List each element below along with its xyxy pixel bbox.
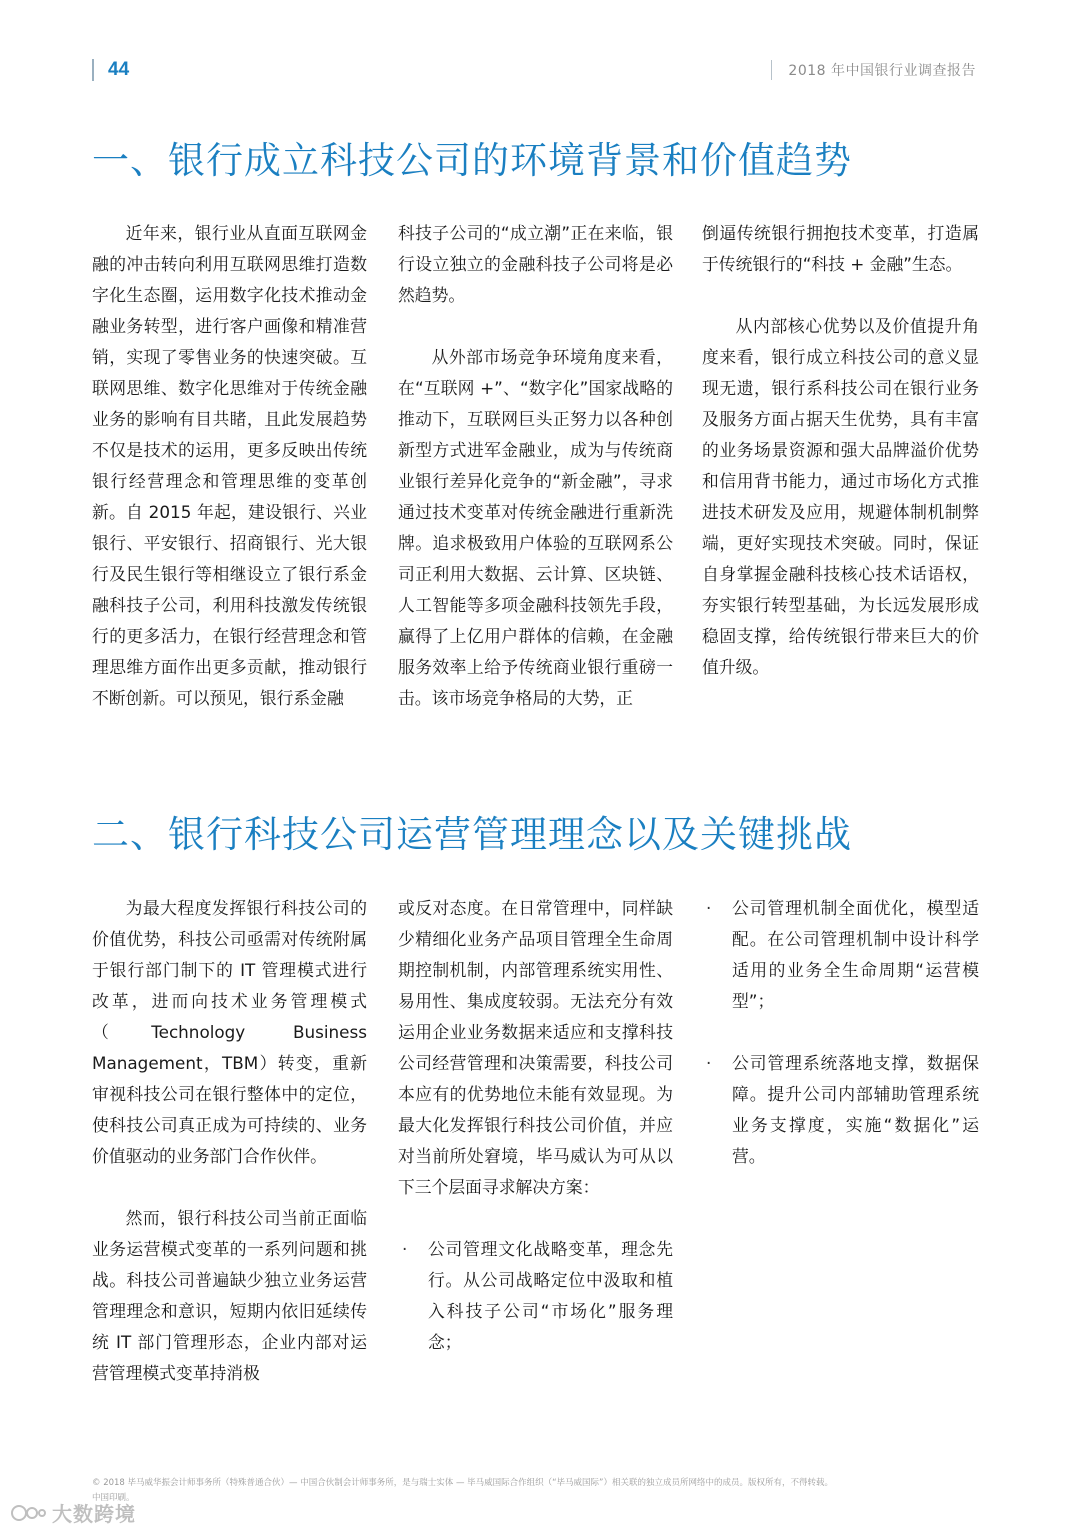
footer-legal-text: © 2018 毕马威华振会计师事务所（特殊普通合伙）— 中国合伙制会计师事务所，是与瑞士实体 — 毕马威国际合作组织（“毕马威国际”）相关联的独立成员所网络中的成员。版权所有，不得转载。 [92,1478,833,1488]
watermark-logo-icon [10,1502,48,1524]
list-item [702,1048,979,1172]
paragraph: 为最大程度发挥银行科技公司的价值优势，科技公司亟需对传统附属于银行部门制下的 IT 管理模式进行改革，进而向技术业务管理模式（Technology Business Management，TBM）转变，重新审视科技公司在银行整体中的定位，使科技公司真正成为可持续的、业务价值驱动的业务部门合作伙伴。 [92,898,367,1166]
section-2-title: 二、银行科技公司运营管理理念以及关键挑战 [92,813,852,856]
list-item-text: 公司管理系统落地支撑，数据保障。提升公司内部辅助管理系统业务支撑度，实施“数据化”运营。 [732,1053,979,1166]
paragraph: 科技子公司的“成立潮”正在来临，银行设立独立的金融科技子公司将是必然趋势。 [398,223,673,305]
bullet-icon: · [706,898,712,918]
list-item [702,893,979,1017]
page-number: 44 [108,59,130,80]
report-title: 2018 年中国银行业调查报告 [788,63,976,79]
section-1-column-3 [702,218,979,683]
paragraph: 或反对态度。在日常管理中，同样缺少精细化业务产品项目管理全生命周期控制机制，内部管理系统实用性、易用性、集成度较弱。无法充分有效运用企业业务数据来适应和支撑科技公司经营管理和决策需要，科技公司本应有的优势地位未能有效显现。为最大化发挥银行科技公司价值，并应对当前所处窘境，毕马威认为可从以下三个层面寻求解决方案： [398,898,673,1197]
section-2-column-2 [398,893,673,1389]
paragraph: 近年来，银行业从直面互联网金融的冲击转向利用互联网思维打造数字化生态圈，运用数字化技术推动金融业务转型，进行客户画像和精准营销，实现了零售业务的快速突破。互联网思维、数字化思维对于传统金融业务的影响有目共睹，且此发展趋势不仅是技术的运用，更多反映出传统银行经营理念和管理思维的变革创新。自 2015 年起，建设银行、兴业银行、平安银行、招商银行、光大银行及民生银行等相继设立了银行系金融科技子公司，利用科技激发传统银行的更多活力，在银行经营理念和管理思维方面作出更多贡献，推动银行不断创新。可以预见，银行系金融 [92,223,367,708]
list-item [398,1234,673,1358]
bullet-icon: · [706,1053,712,1073]
footer-legal-text-2: 中国印刷。 [92,1493,135,1503]
watermark [10,1498,136,1527]
list-item-text: 公司管理文化战略变革，理念先行。从公司战略定位中汲取和植入科技子公司“市场化”服务理念； [428,1239,673,1352]
paragraph: 倒逼传统银行拥抱技术变革，打造属于传统银行的“科技 + 金融”生态。 [702,223,979,274]
header-divider [92,59,94,81]
watermark-text: 大数跨境 [52,1502,136,1526]
paragraph: 然而，银行科技公司当前正面临业务运营模式变革的一系列问题和挑战。科技公司普遍缺少独立业务运营管理理念和意识，短期内依旧延续传统 IT 部门管理形态，企业内部对运营管理模式变革持消极 [92,1208,367,1383]
section-2-column-1 [92,893,367,1389]
page-header-left [92,58,129,82]
paragraph: 从外部市场竞争环境角度来看，在“互联网 +”、“数字化”国家战略的推动下，互联网巨头正努力以各种创新型方式进军金融业，成为与传统商业银行差异化竞争的“新金融”，寻求通过技术变革对传统金融进行重新洗牌。追求极致用户体验的互联网系公司正利用大数据、云计算、区块链、人工智能等多项金融科技领先手段，赢得了上亿用户群体的信赖，在金融服务效率上给予传统商业银行重磅一击。该市场竞争格局的大势，正 [398,347,673,708]
section-2-column-3 [702,893,979,1203]
paragraph: 从内部核心优势以及价值提升角度来看，银行成立科技公司的意义显现无遗，银行系科技公司在银行业务及服务方面占据天生优势，具有丰富的业务场景资源和强大品牌溢价优势和信用背书能力，通过市场化方式推进技术研发及应用，规避体制机制弊端，更好实现技术突破。同时，保证自身掌握金融科技核心技术话语权，夯实银行转型基础，为长远发展形成稳固支撑，给传统银行带来巨大的价值升级。 [702,316,979,677]
list-item-text: 公司管理机制全面优化，模型适配。在公司管理机制中设计科学适用的业务全生命周期“运营模型”； [732,898,979,1011]
page-header-right [771,58,976,82]
header-divider-right [771,60,772,80]
bullet-icon: · [402,1239,408,1259]
solution-list [702,893,979,1172]
section-1-title: 一、银行成立科技公司的环境背景和价值趋势 [92,139,852,182]
section-1-column-2 [398,218,673,714]
section-1-column-1 [92,218,367,714]
solution-list [398,1234,673,1358]
